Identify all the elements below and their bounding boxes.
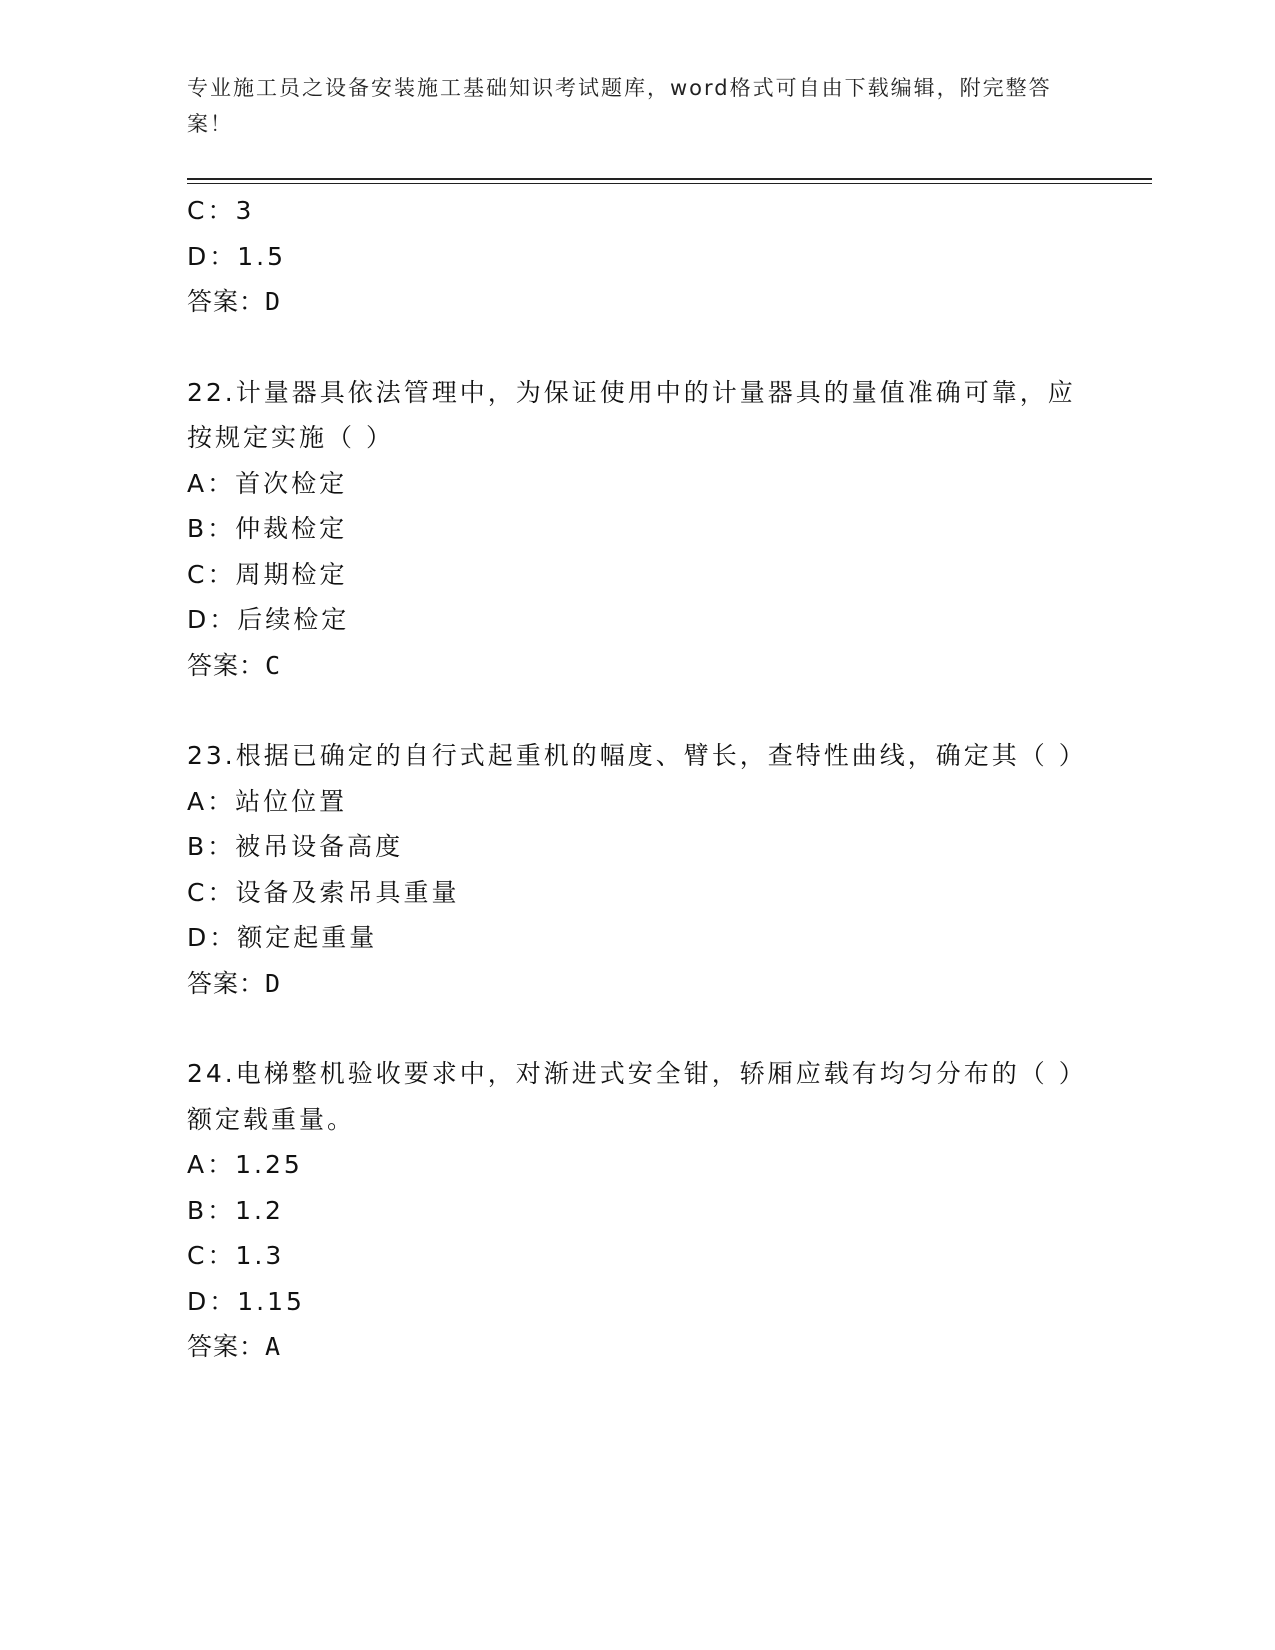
question-text [187, 733, 1087, 779]
header-rule [187, 178, 1152, 180]
option-label: D： [187, 241, 238, 271]
option-text: 1.15 [237, 1286, 305, 1316]
answer-label: 答案： [187, 650, 266, 680]
answer-value: A [265, 1332, 282, 1361]
option-label: D： [187, 605, 238, 634]
answer-value: D [265, 968, 282, 998]
option-label: B： [187, 514, 236, 543]
option-c [187, 1233, 1087, 1279]
answer-line [187, 643, 1087, 689]
option-label: C： [187, 196, 236, 225]
option-text: 1.5 [237, 241, 287, 271]
option-text: 仲裁检定 [235, 514, 348, 543]
option-label: A： [187, 468, 236, 498]
option-b [187, 824, 1087, 870]
option-text: 1.3 [235, 1241, 285, 1270]
answer-label: 答案： [187, 1332, 266, 1361]
option-text: 1.25 [235, 1150, 303, 1179]
answer-line [187, 279, 1087, 325]
question-22 [187, 370, 1087, 689]
option-text: 首次检定 [235, 468, 348, 498]
option-label: A： [187, 786, 236, 816]
option-a [187, 1142, 1087, 1188]
question-stem: 根据已确定的自行式起重机的幅度、臂长，查特性曲线，确定其（ ） [235, 741, 1087, 770]
option-b [187, 506, 1087, 552]
answer-line [187, 961, 1087, 1007]
partial-question [187, 188, 1087, 325]
option-a [187, 461, 1087, 507]
option-d [187, 597, 1087, 643]
question-list [187, 188, 1087, 1370]
option-label: C： [187, 1241, 236, 1270]
option-text: 额定起重量 [237, 923, 378, 952]
option-d [187, 234, 1087, 280]
option-c [187, 188, 1087, 234]
option-d [187, 1279, 1087, 1325]
question-23 [187, 733, 1087, 1006]
option-text: 站位位置 [235, 786, 348, 816]
question-stem: 电梯整机验收要求中，对渐进式安全钳，轿厢应载有均匀分布的（ ）额定载重量。 [187, 1059, 1087, 1134]
header-title: 专业施工员之设备安装施工基础知识考试题库，word格式可自由下载编辑，附完整答案！ [187, 76, 1052, 136]
option-label: B： [187, 1195, 236, 1225]
option-c [187, 552, 1087, 598]
answer-label: 答案： [187, 287, 266, 316]
option-label: D： [187, 1286, 238, 1316]
option-d [187, 915, 1087, 961]
option-text: 设备及索吊具重量 [235, 877, 460, 907]
question-number: 22. [187, 377, 236, 407]
option-label: C： [187, 559, 236, 589]
option-c [187, 870, 1087, 916]
answer-label: 答案： [187, 968, 266, 998]
option-label: C： [187, 877, 236, 907]
option-text: 1.2 [235, 1195, 284, 1225]
question-number: 23. [187, 741, 236, 770]
option-b [187, 1188, 1087, 1234]
option-label: D： [187, 923, 238, 952]
answer-value: D [265, 287, 282, 316]
document-header [187, 70, 1067, 142]
answer-line [187, 1324, 1087, 1370]
option-label: A： [187, 1150, 236, 1179]
option-a [187, 779, 1087, 825]
question-24 [187, 1051, 1087, 1370]
question-text [187, 370, 1087, 461]
header-rule-thin [187, 183, 1152, 184]
option-text: 后续检定 [237, 605, 350, 634]
question-stem: 计量器具依法管理中，为保证使用中的计量器具的量值准确可靠，应按规定实施（ ） [187, 377, 1076, 452]
answer-value: C [265, 650, 282, 680]
question-number: 24. [187, 1059, 236, 1088]
option-text: 被吊设备高度 [235, 832, 404, 861]
question-text [187, 1051, 1087, 1142]
option-text: 3 [235, 196, 255, 225]
option-label: B： [187, 832, 236, 861]
option-text: 周期检定 [235, 559, 348, 589]
